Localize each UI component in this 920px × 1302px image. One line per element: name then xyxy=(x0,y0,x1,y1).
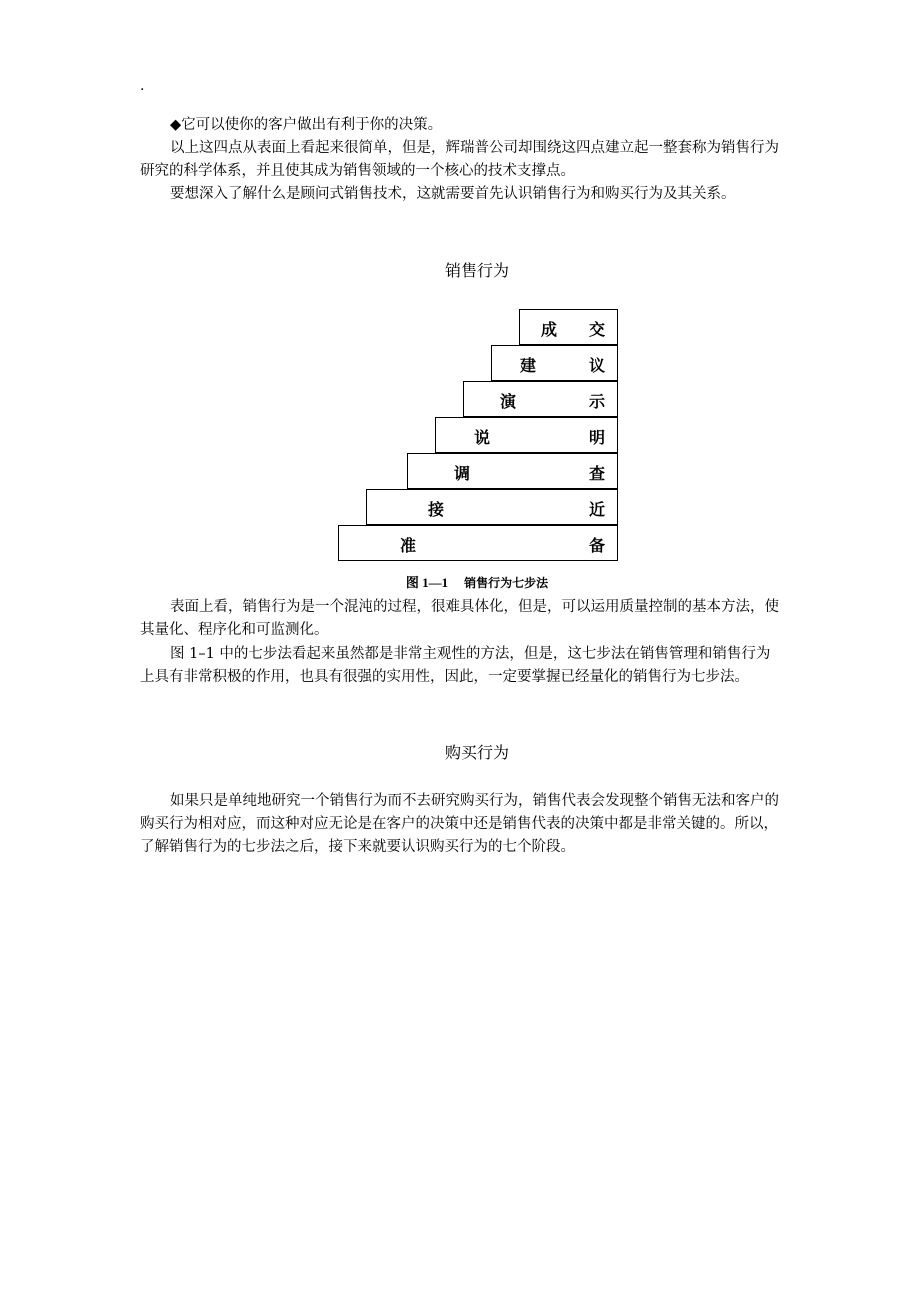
step-approach-right: 近 xyxy=(588,500,605,519)
step-proposal xyxy=(491,345,618,381)
step-approach-left: 接 xyxy=(428,500,445,519)
paragraph-surface: 表面上看，销售行为是一个混沌的过程，很难具体化，但是，可以运用质量控制的基本方法，使其量化、程序化和可监测化。 xyxy=(140,599,779,638)
step-demo xyxy=(463,381,618,417)
paragraph-consultative: 要想深入了解什么是顾问式销售技术，这就需要首先认识销售行为和购买行为及其关系。 xyxy=(170,186,736,202)
figure-caption-number: 图 1—1 xyxy=(405,575,449,590)
step-approach xyxy=(366,489,618,525)
heading-sales-behavior: 销售行为 xyxy=(444,261,509,280)
paragraph-seven-steps: 图 1–1 中的七步法看起来虽然都是非常主观性的方法，但是，这七步法在销售管理和销售行为上具有非常积极的作用，也具有很强的实用性，因此，一定要掌握已经量化的销售行为七步法。 xyxy=(140,646,771,685)
step-explain-right: 明 xyxy=(588,428,605,447)
step-deal-right: 交 xyxy=(588,320,605,339)
step-survey-right: 查 xyxy=(588,464,605,483)
page-mark: . xyxy=(140,78,145,94)
paragraph-decision: ◆它可以使你的客户做出有利于你的决策。 xyxy=(170,117,443,133)
step-deal xyxy=(519,309,618,345)
step-prepare xyxy=(338,525,618,561)
step-explain xyxy=(435,417,618,453)
step-prepare-left: 准 xyxy=(400,536,417,555)
step-explain-left: 说 xyxy=(474,428,491,447)
step-demo-right: 示 xyxy=(588,392,605,411)
step-proposal-left: 建 xyxy=(520,356,537,375)
figure-caption-title: 销售行为七步法 xyxy=(464,576,549,590)
step-survey xyxy=(407,453,618,489)
paragraph-science-system: 以上这四点从表面上看起来很简单，但是，辉瑞普公司却围绕这四点建立起一整套称为销售行为研究的科学体系，并且使其成为销售领域的一个核心的技术支撑点。 xyxy=(140,140,779,179)
step-survey-left: 调 xyxy=(454,464,471,483)
step-demo-left: 演 xyxy=(500,392,517,411)
figure-caption xyxy=(0,572,920,591)
paragraph-buying: 如果只是单纯地研究一个销售行为而不去研究购买行为，销售代表会发现整个销售无法和客户的购买行为相对应，而这种对应无论是在客户的决策中还是销售代表的决策中都是非常关键的。所以，了解销售行为的七步法之后，接下来就要认识购买行为的七个阶段。 xyxy=(140,793,779,855)
step-proposal-right: 议 xyxy=(588,356,605,375)
step-deal-left: 成 xyxy=(541,320,558,339)
step-prepare-right: 备 xyxy=(588,536,605,555)
heading-buying-behavior: 购买行为 xyxy=(444,743,509,762)
